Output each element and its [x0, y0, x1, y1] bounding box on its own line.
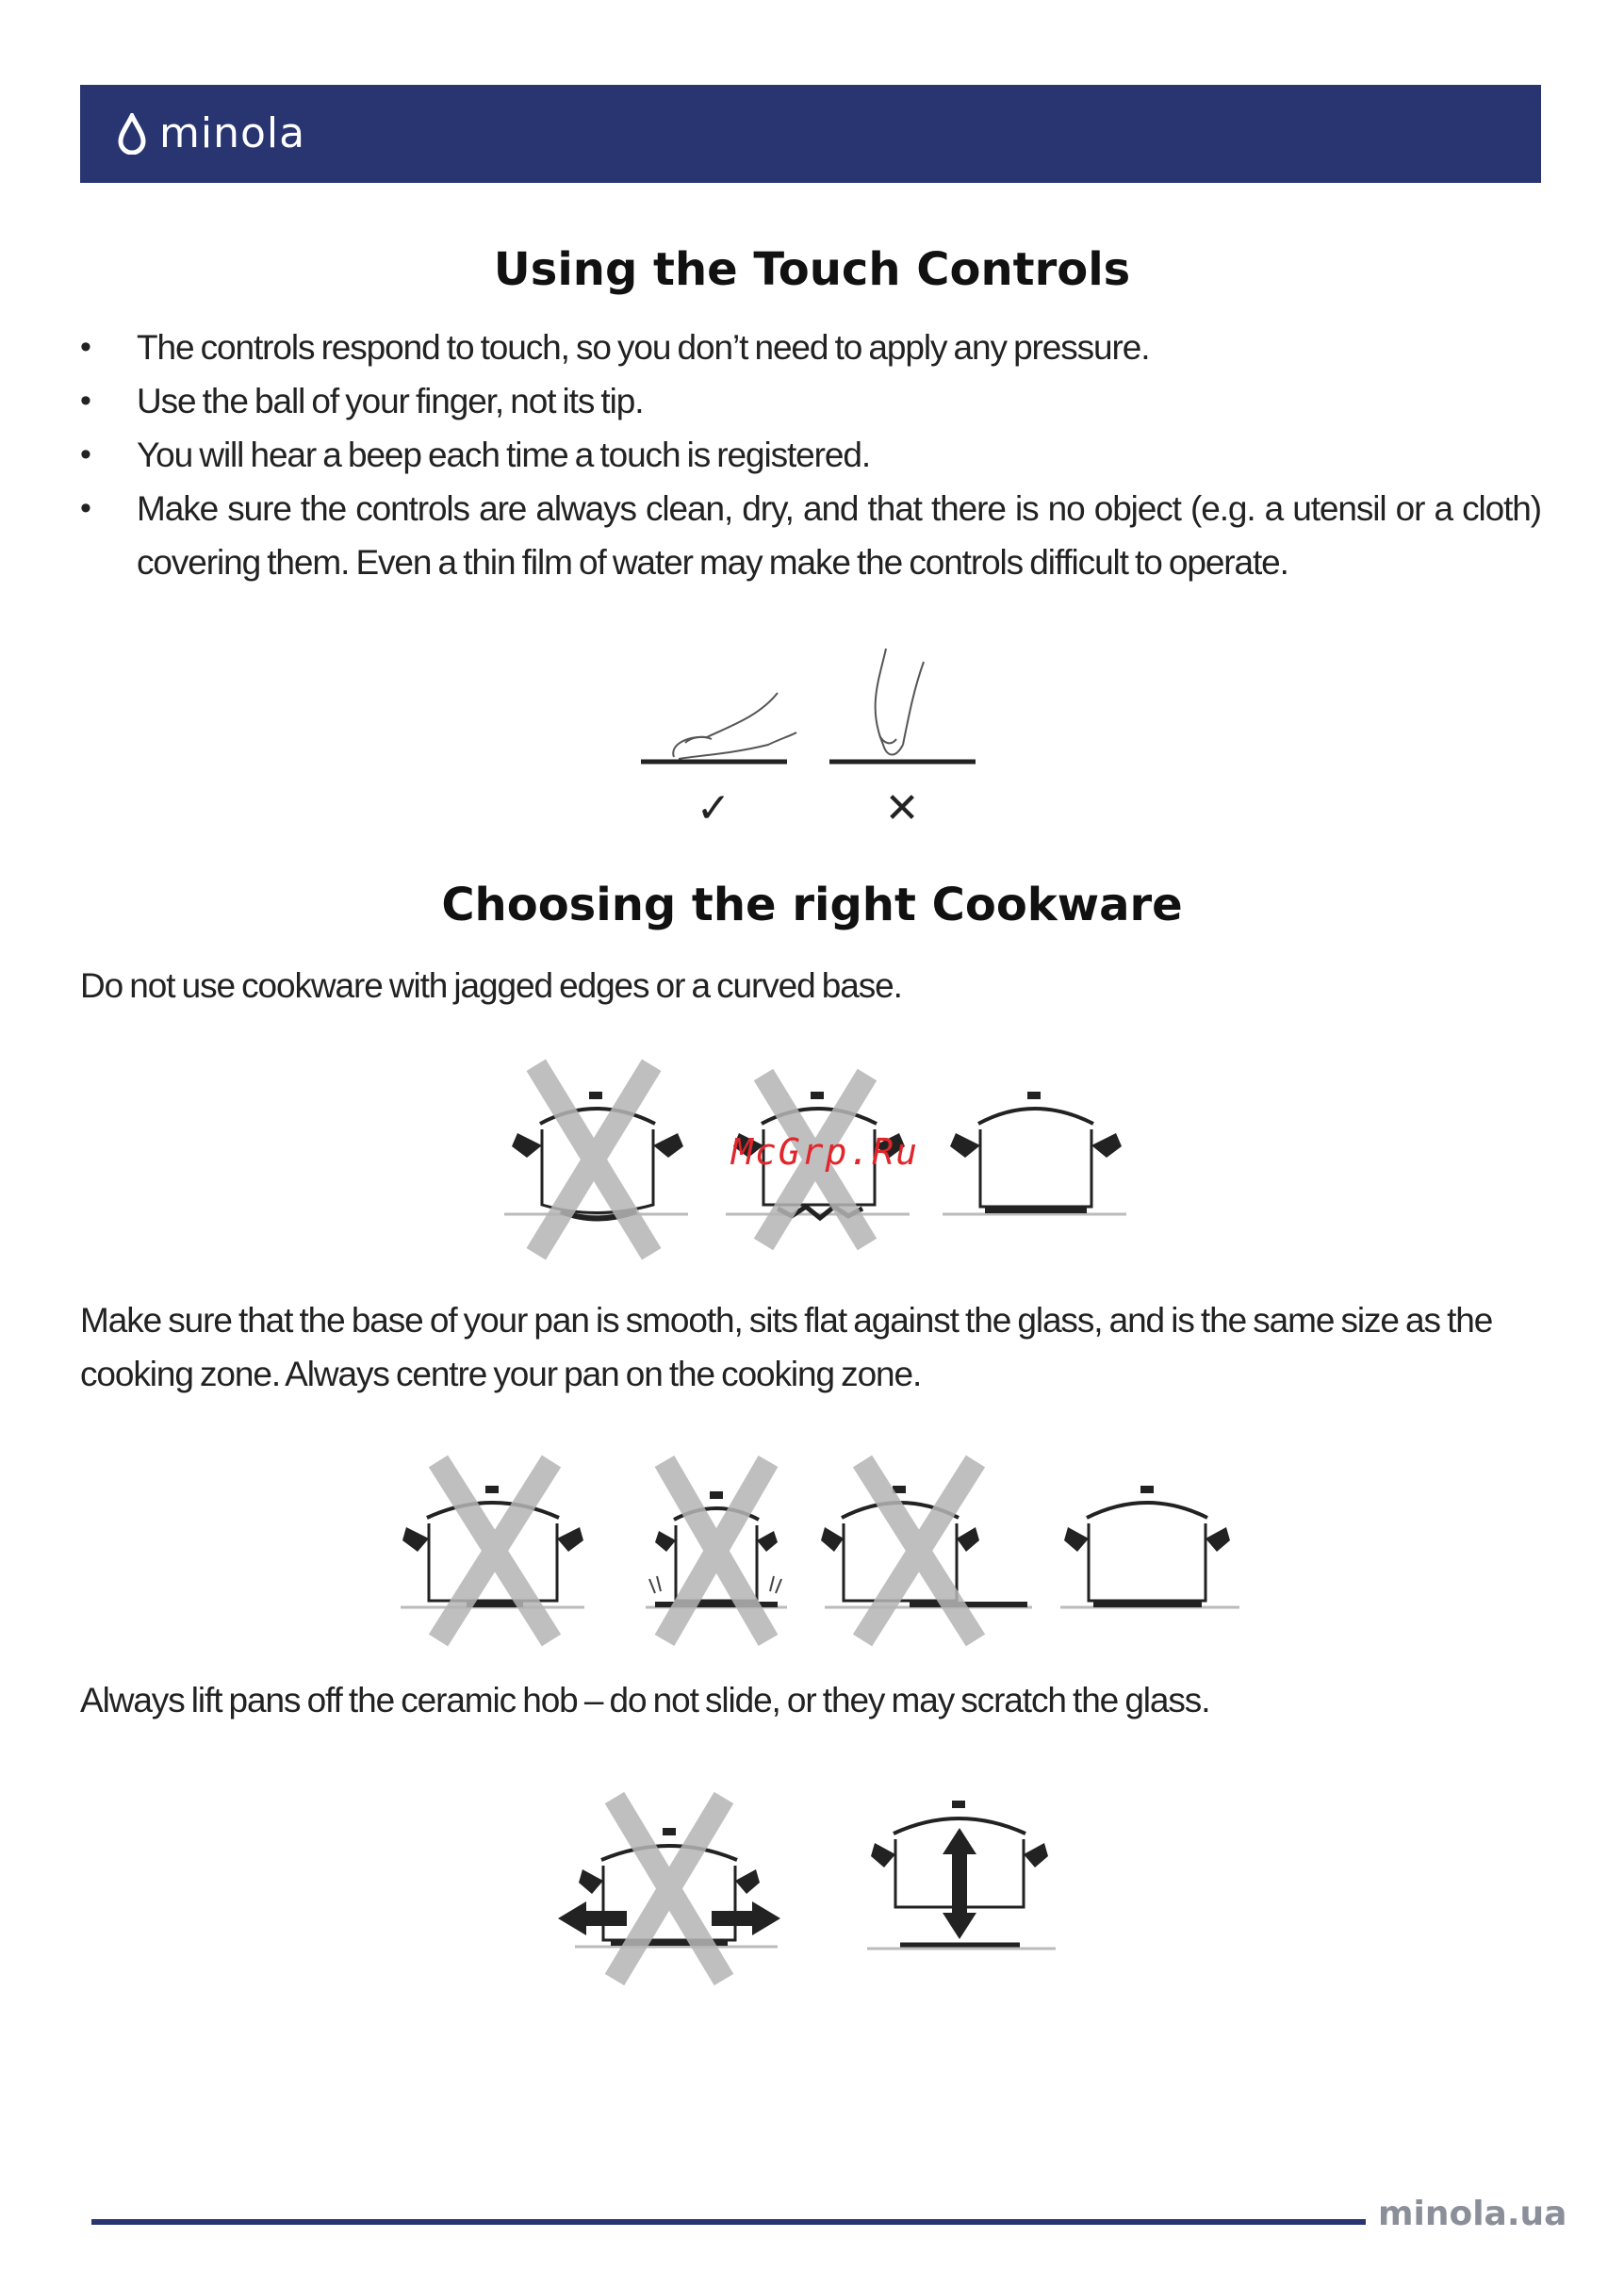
drop-icon	[116, 113, 148, 155]
pot-sliding-icon	[558, 1798, 780, 1980]
pot-lifted-icon	[867, 1801, 1056, 1949]
finger-touch-illustration	[636, 641, 994, 830]
pot-too-small-icon	[646, 1461, 787, 1640]
section-title-cookware: Choosing the right Cookware	[441, 879, 1183, 931]
right-arrow-icon	[712, 1901, 780, 1935]
pot-off-centre-icon	[821, 1461, 1032, 1640]
list-item: • Make sure the controls are always clean, dry, and that there is no object (e.g. a utensil or a cloth) covering them. Even a thin film of water may make the controls difficult to operate.	[80, 482, 1541, 589]
list-item: • You will hear a beep each time a touch is registered.	[80, 428, 1541, 482]
left-arrow-icon	[558, 1901, 627, 1935]
watermark: McGrp.Ru	[731, 1131, 920, 1173]
cross-mark	[862, 1461, 976, 1640]
list-item: • The controls respond to touch, so you don’t need to apply any pressure.	[80, 321, 1541, 374]
pots-size-illustration	[401, 1452, 1249, 1650]
brand-logo	[116, 106, 305, 162]
pot-too-large-icon	[401, 1461, 584, 1640]
cookware-paragraph-lift: Always lift pans off the ceramic hob – do not slide, or they may scratch the glass.	[80, 1681, 1210, 1719]
cross-icon: ✕	[884, 784, 920, 832]
pot-curved-base-icon	[504, 1075, 688, 1244]
up-down-arrow-icon	[943, 1828, 976, 1939]
section-title-touch-controls: Using the Touch Controls	[493, 243, 1131, 296]
finger-tip-drawing	[876, 649, 924, 755]
header-bar	[80, 85, 1541, 183]
pot-correct-size-icon	[1060, 1486, 1239, 1607]
cookware-paragraph-edges: Do not use cookware with jagged edges or a curved base.	[80, 966, 902, 1005]
finger-flat-drawing	[673, 693, 796, 759]
cookware-paragraph-size: Make sure that the base of your pan is smooth, sits flat against the glass, and is the same size as the cooking zone. Always centre your pan on the cooking zone.	[80, 1301, 1493, 1393]
cross-mark	[664, 1461, 768, 1640]
footer-rule	[91, 2219, 1366, 2225]
pots-lift-illustration	[556, 1786, 1084, 1994]
pot-flat-base-icon	[943, 1092, 1126, 1214]
footer-url: minola.ua	[1378, 2195, 1567, 2233]
check-icon: ✓	[696, 784, 731, 832]
touch-controls-list	[80, 321, 1541, 589]
list-item: • Use the ball of your finger, not its tip.	[80, 374, 1541, 428]
cross-mark	[615, 1798, 724, 1980]
brand-name: minola	[159, 109, 306, 157]
